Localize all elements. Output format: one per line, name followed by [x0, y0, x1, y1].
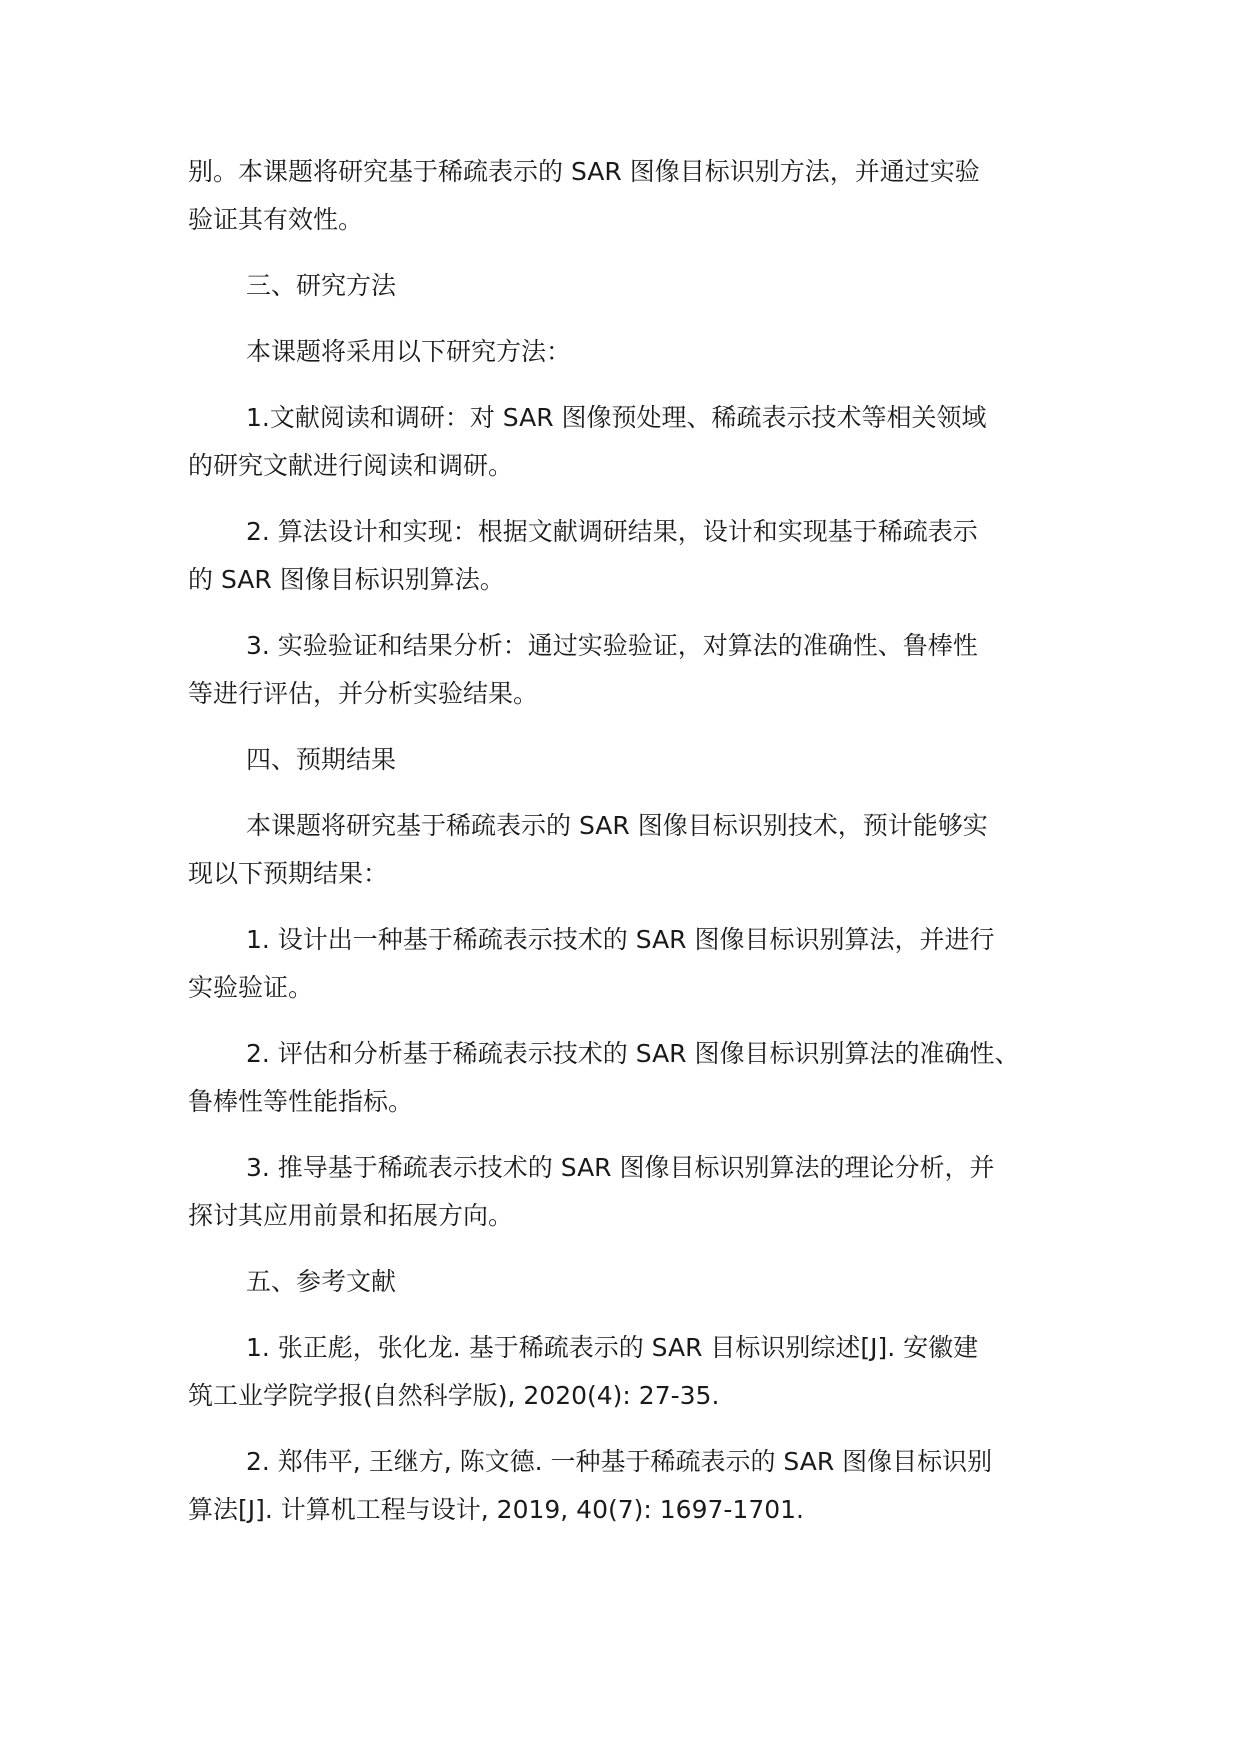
- heading-text: 四、预期结果: [246, 745, 397, 774]
- text-line: 2. 郑伟平, 王继方, 陈文德. 一种基于稀疏表示的 SAR 图像目标识别: [246, 1447, 993, 1476]
- text-line: 等进行评估，并分析实验结果。: [188, 679, 539, 708]
- text-line: 1. 张正彪，张化龙. 基于稀疏表示的 SAR 目标识别综述[J]. 安徽建: [246, 1333, 979, 1362]
- text-line: 1. 设计出一种基于稀疏表示技术的 SAR 图像目标识别算法，并进行: [246, 925, 995, 954]
- text-line: 算法[J]. 计算机工程与设计, 2019, 40(7): 1697-1701.: [188, 1495, 804, 1524]
- text-line: 1.文献阅读和调研：对 SAR 图像预处理、稀疏表示技术等相关领域: [246, 403, 987, 432]
- heading-text: 三、研究方法: [246, 271, 397, 300]
- text-line: 本课题将研究基于稀疏表示的 SAR 图像目标识别技术，预计能够实: [246, 811, 988, 840]
- section-heading-expected-results: [188, 736, 1088, 784]
- text-line: 探讨其应用前景和拓展方向。: [188, 1201, 514, 1230]
- text-line: 别。本课题将研究基于稀疏表示的 SAR 图像目标识别方法，并通过实验: [188, 157, 980, 186]
- result-item-2: [188, 1030, 1088, 1126]
- text-line: 3. 推导基于稀疏表示技术的 SAR 图像目标识别算法的理论分析，并: [246, 1153, 995, 1182]
- method-item-1: [188, 394, 1088, 490]
- method-item-3: [188, 622, 1088, 718]
- section-heading-methods: [188, 262, 1088, 310]
- text-line: 验证其有效性。: [188, 205, 364, 234]
- text-line: 3. 实验验证和结果分析：通过实验验证，对算法的准确性、鲁棒性: [246, 631, 978, 660]
- text-line: 筑工业学院学报(自然科学版), 2020(4): 27-35.: [188, 1381, 720, 1410]
- result-item-3: [188, 1144, 1088, 1240]
- text-line: 本课题将采用以下研究方法：: [246, 337, 572, 366]
- method-item-2: [188, 508, 1088, 604]
- text-line: 2. 评估和分析基于稀疏表示技术的 SAR 图像目标识别算法的准确性、: [246, 1039, 1020, 1068]
- document-body: [188, 148, 1088, 1552]
- text-line: 鲁棒性等性能指标。: [188, 1087, 414, 1116]
- text-line: 现以下预期结果：: [188, 859, 389, 888]
- result-item-1: [188, 916, 1088, 1012]
- text-line: 实验验证。: [188, 973, 314, 1002]
- continuation-paragraph: [188, 148, 1088, 244]
- reference-item-1: [188, 1324, 1088, 1420]
- text-line: 2. 算法设计和实现：根据文献调研结果，设计和实现基于稀疏表示: [246, 517, 978, 546]
- section-heading-references: [188, 1258, 1088, 1306]
- reference-item-2: [188, 1438, 1088, 1534]
- results-intro-paragraph: [188, 802, 1088, 898]
- text-line: 的研究文献进行阅读和调研。: [188, 451, 514, 480]
- methods-intro-paragraph: [188, 328, 1088, 376]
- text-line: 的 SAR 图像目标识别算法。: [188, 565, 505, 594]
- heading-text: 五、参考文献: [246, 1267, 397, 1296]
